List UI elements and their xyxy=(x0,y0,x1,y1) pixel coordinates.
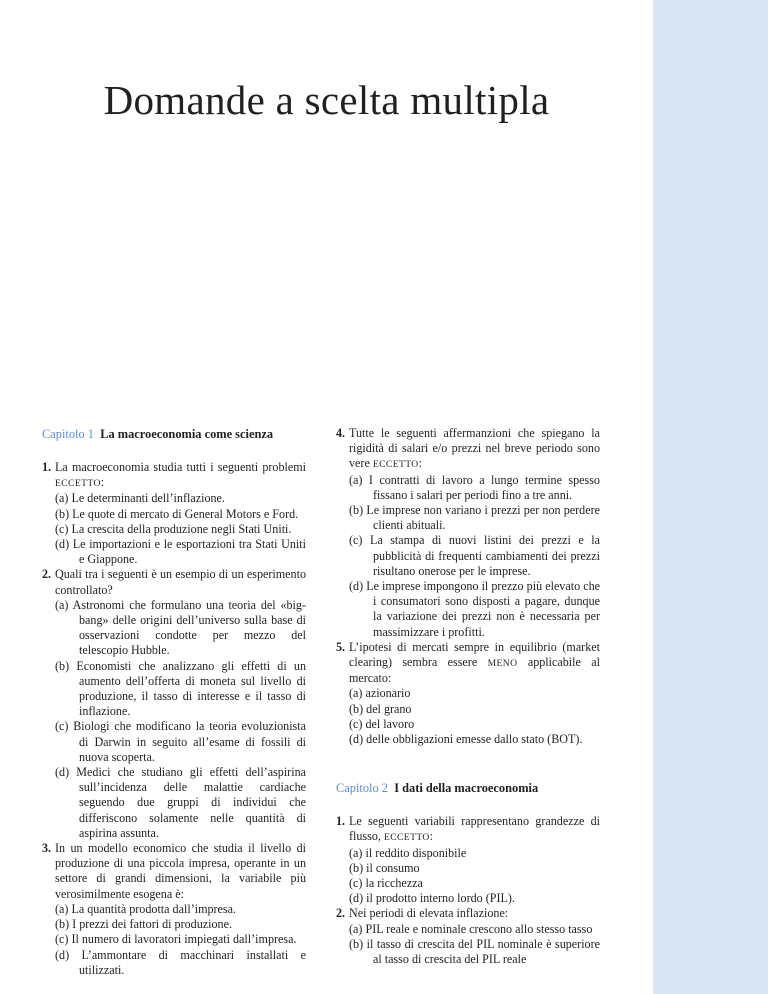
answer-option: (a) il reddito disponibile xyxy=(349,845,467,860)
question-number: 1. xyxy=(42,460,52,474)
answer-option: (c) Biologi che modificano la teoria evoluzionista di Darwin in seguito all’esame di fossili di nuova scoperta. xyxy=(55,719,306,764)
answer-option: (c) La stampa di nuovi listini dei prezzi e la pubblicità di frequenti cambiamenti dei prezzi risultano onerose per le imprese. xyxy=(349,533,600,578)
question-text: L’ipotesi di mercati sempre in equilibrio (market clearing) sembra essere xyxy=(349,639,600,670)
answer-option: (d) Medici che studiano gli effetti dell’aspirina sull’incidenza delle malattie cardiache seguendo due gruppi di individui che differiscono solamente nelle quantità di aspirina assunta. xyxy=(55,765,306,840)
answer-option: (a) Le determinanti dell’inflazione. xyxy=(55,491,225,506)
question-text: Quali tra i seguenti è un esempio di un esperimento controllato? xyxy=(55,567,306,597)
chapter-number: Capitolo 1 xyxy=(42,427,94,441)
side-band xyxy=(653,0,768,994)
answer-option: (d) L’ammontare di macchinari installati e utilizzati. xyxy=(55,947,306,977)
answer-option: (a) azionario xyxy=(349,686,411,701)
answer-option: (b) il tasso di crescita del PIL nominale è superiore al tasso di crescita del PIL reale xyxy=(349,936,601,967)
question-keyword: ECCETTO xyxy=(383,832,430,844)
chapter-heading xyxy=(42,426,306,442)
question-text: La macroeconomia studia tutti i seguenti problemi xyxy=(55,460,306,474)
answer-option: (b) Le quote di mercato di General Motors e Ford. xyxy=(55,506,299,521)
answer-option: (c) del lavoro xyxy=(349,716,415,731)
answer-option: (c) La crescita della produzione negli Stati Uniti. xyxy=(55,521,292,536)
answer-option: (d) delle obbligazioni emesse dallo stato (BOT). xyxy=(349,732,583,747)
question-number: 2. xyxy=(336,906,346,921)
question xyxy=(336,906,600,921)
chapter-title: La macroeconomia come scienza xyxy=(100,427,274,441)
answer-option: (a) PIL reale e nominale crescono allo stesso tasso xyxy=(349,921,593,936)
answer-option: (c) Il numero di lavoratori impiegati dall’impresa. xyxy=(55,932,297,947)
chapter-number: Capitolo 2 xyxy=(336,781,388,796)
question-text: Le seguenti variabili rappresentano grandezze di flusso, xyxy=(349,814,600,844)
answer-option: (c) la ricchezza xyxy=(349,876,423,891)
question-number: 4. xyxy=(336,426,346,440)
left-column xyxy=(42,426,306,978)
question xyxy=(42,567,306,597)
question-number: 3. xyxy=(42,841,52,856)
question-text: Nei periodi di elevata inflazione: xyxy=(349,906,509,921)
answer-option: (a) I contratti di lavoro a lungo termine spesso fissano i salari per periodi fino a tre anni. xyxy=(349,472,600,502)
answer-option: (b) Le imprese non variano i prezzi per non perdere clienti abituali. xyxy=(349,503,600,533)
question-number: 5. xyxy=(336,639,346,654)
question xyxy=(42,841,306,902)
chapter-heading xyxy=(336,780,600,796)
question: 1. Le seguenti variabili rappresentano grandezze di flusso, ECCETTO: xyxy=(336,814,600,844)
answer-option: (a) La quantità prodotta dall’impresa. xyxy=(55,901,237,916)
chapter-title: I dati della macroeconomia xyxy=(394,781,539,796)
question-keyword: MENO xyxy=(487,658,518,670)
answer-option: (d) Le importazioni e le esportazioni tra Stati Uniti e Giappone. xyxy=(55,537,306,567)
question-keyword: ECCETTO xyxy=(55,478,101,490)
answer-option: (b) Economisti che analizzano gli effetti di un aumento dell’offerta di moneta sul livello di produzione, il tasso di interesse e il tasso di inflazione. xyxy=(55,658,306,719)
right-column xyxy=(336,426,600,967)
question: 5. L’ipotesi di mercati sempre in equilibrio (market clearing) sembra essere MENO applicabile al mercato: xyxy=(336,639,601,686)
answer-option: (a) Astronomi che formulano una teoria del «big-bang» delle origini dell’universo sulla base di osservazioni condotte per mezzo del telescopio Hubble. xyxy=(55,597,306,658)
page-title: Domande a scelta multipla xyxy=(103,77,550,123)
question-text: In un modello economico che studia il livello di produzione di una piccola impresa, operante in un settore di grandi dimensioni, la variabile più verosimilmente esogena è: xyxy=(55,841,306,901)
answer-option: (b) il consumo xyxy=(349,860,420,875)
question-number: 2. xyxy=(42,567,52,582)
answer-option: (b) I prezzi dei fattori di produzione. xyxy=(55,917,232,932)
question-keyword: ECCETTO xyxy=(372,459,419,471)
answer-option: (d) Le imprese impongono il prezzo più elevato che i consumatori sono disposti a pagare, dunque la variazione dei prezzi non è necessaria per massimizzare i profitti. xyxy=(349,579,600,639)
question: 4. Tutte le seguenti affermanzioni che spiegano la rigidità di salari e/o prezzi nel breve periodo sono vere ECCETTO: xyxy=(336,426,600,471)
question-number: 1. xyxy=(336,814,346,829)
question: 1. La macroeconomia studia tutti i seguenti problemi ECCETTO: xyxy=(42,460,306,490)
answer-option: (d) il prodotto interno lordo (PIL). xyxy=(349,891,515,906)
question-text: Tutte le seguenti affermanzioni che spiegano la rigidità di salari e/o prezzi nel breve periodo sono vere xyxy=(349,426,600,471)
answer-option: (b) del grano xyxy=(349,701,412,716)
